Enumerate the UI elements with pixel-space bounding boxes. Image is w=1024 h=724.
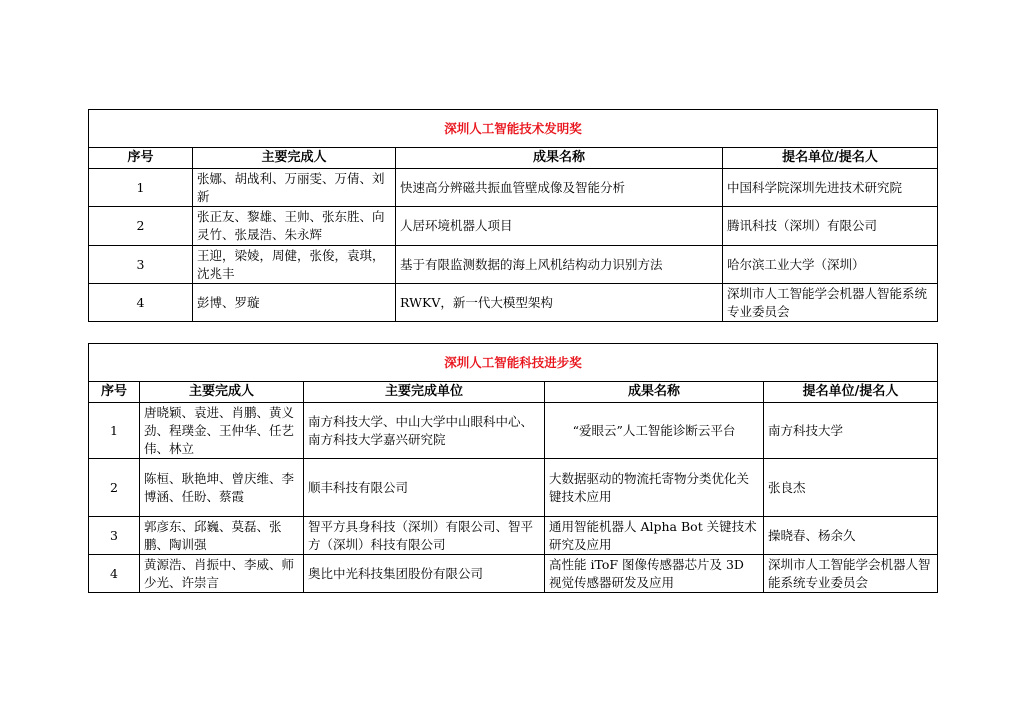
table-row — [89, 555, 938, 593]
row-people: 彭博、罗璇 — [193, 284, 396, 322]
invention-award-title: 深圳人工智能技术发明奖 — [89, 110, 938, 148]
table-row — [89, 284, 938, 322]
header-units: 主要完成单位 — [304, 382, 545, 403]
row-no: 4 — [89, 555, 140, 593]
row-no: 2 — [89, 207, 193, 246]
row-achievement: 高性能 iToF 图像传感器芯片及 3D 视觉传感器研发及应用 — [545, 555, 764, 593]
table-row — [89, 169, 938, 207]
header-no: 序号 — [89, 382, 140, 403]
progress-award-title: 深圳人工智能科技进步奖 — [89, 344, 938, 382]
table-row — [89, 207, 938, 246]
row-achievement: 快速高分辨磁共振血管壁成像及智能分析 — [396, 169, 723, 207]
row-nominator: 腾讯科技（深圳）有限公司 — [723, 207, 938, 246]
row-nominator: 操晓春、杨余久 — [764, 517, 938, 555]
row-nominator: 深圳市人工智能学会机器人智能系统专业委员会 — [723, 284, 938, 322]
table-row — [89, 459, 938, 517]
row-people: 张娜、胡战利、万丽雯、万倩、刘新 — [193, 169, 396, 207]
row-people: 郭彦东、邱巍、莫磊、张鹏、陶训强 — [140, 517, 304, 555]
header-achievement: 成果名称 — [396, 148, 723, 169]
header-nominator: 提名单位/提名人 — [723, 148, 938, 169]
row-no: 2 — [89, 459, 140, 517]
header-people: 主要完成人 — [140, 382, 304, 403]
row-units: 智平方具身科技（深圳）有限公司、智平方（深圳）科技有限公司 — [304, 517, 545, 555]
row-nominator: 哈尔滨工业大学（深圳） — [723, 246, 938, 284]
progress-award-table — [88, 343, 938, 593]
row-no: 3 — [89, 517, 140, 555]
row-people: 唐晓颖、袁进、肖鹏、黄义劲、程璞金、王仲华、任艺伟、林立 — [140, 403, 304, 459]
row-achievement: “爱眼云”人工智能诊断云平台 — [545, 403, 764, 459]
row-units: 南方科技大学、中山大学中山眼科中心、南方科技大学嘉兴研究院 — [304, 403, 545, 459]
row-people: 王迎，梁婈，周健，张俊，袁琪，沈兆丰 — [193, 246, 396, 284]
row-people: 黄源浩、肖振中、李威、师少光、许崇言 — [140, 555, 304, 593]
row-nominator: 张良杰 — [764, 459, 938, 517]
row-achievement: 人居环境机器人项目 — [396, 207, 723, 246]
row-nominator: 南方科技大学 — [764, 403, 938, 459]
row-no: 3 — [89, 246, 193, 284]
table-header-row — [89, 148, 938, 169]
row-people: 张正友、黎雄、王帅、张东胜、向灵竹、张晟浩、朱永辉 — [193, 207, 396, 246]
row-achievement: 通用智能机器人 Alpha Bot 关键技术研究及应用 — [545, 517, 764, 555]
row-people: 陈桓、耿艳坤、曾庆维、李博涵、任盼、蔡霞 — [140, 459, 304, 517]
table-header-row — [89, 382, 938, 403]
table-row — [89, 246, 938, 284]
row-units: 奥比中光科技集团股份有限公司 — [304, 555, 545, 593]
row-achievement: 大数据驱动的物流托寄物分类优化关键技术应用 — [545, 459, 764, 517]
table-row — [89, 517, 938, 555]
header-achievement: 成果名称 — [545, 382, 764, 403]
header-nominator: 提名单位/提名人 — [764, 382, 938, 403]
invention-award-table — [88, 109, 938, 322]
row-achievement: RWKV，新一代大模型架构 — [396, 284, 723, 322]
row-no: 4 — [89, 284, 193, 322]
table-row — [89, 403, 938, 459]
row-nominator: 中国科学院深圳先进技术研究院 — [723, 169, 938, 207]
row-nominator: 深圳市人工智能学会机器人智能系统专业委员会 — [764, 555, 938, 593]
row-achievement: 基于有限监测数据的海上风机结构动力识别方法 — [396, 246, 723, 284]
row-no: 1 — [89, 403, 140, 459]
row-no: 1 — [89, 169, 193, 207]
header-people: 主要完成人 — [193, 148, 396, 169]
header-no: 序号 — [89, 148, 193, 169]
row-units: 顺丰科技有限公司 — [304, 459, 545, 517]
